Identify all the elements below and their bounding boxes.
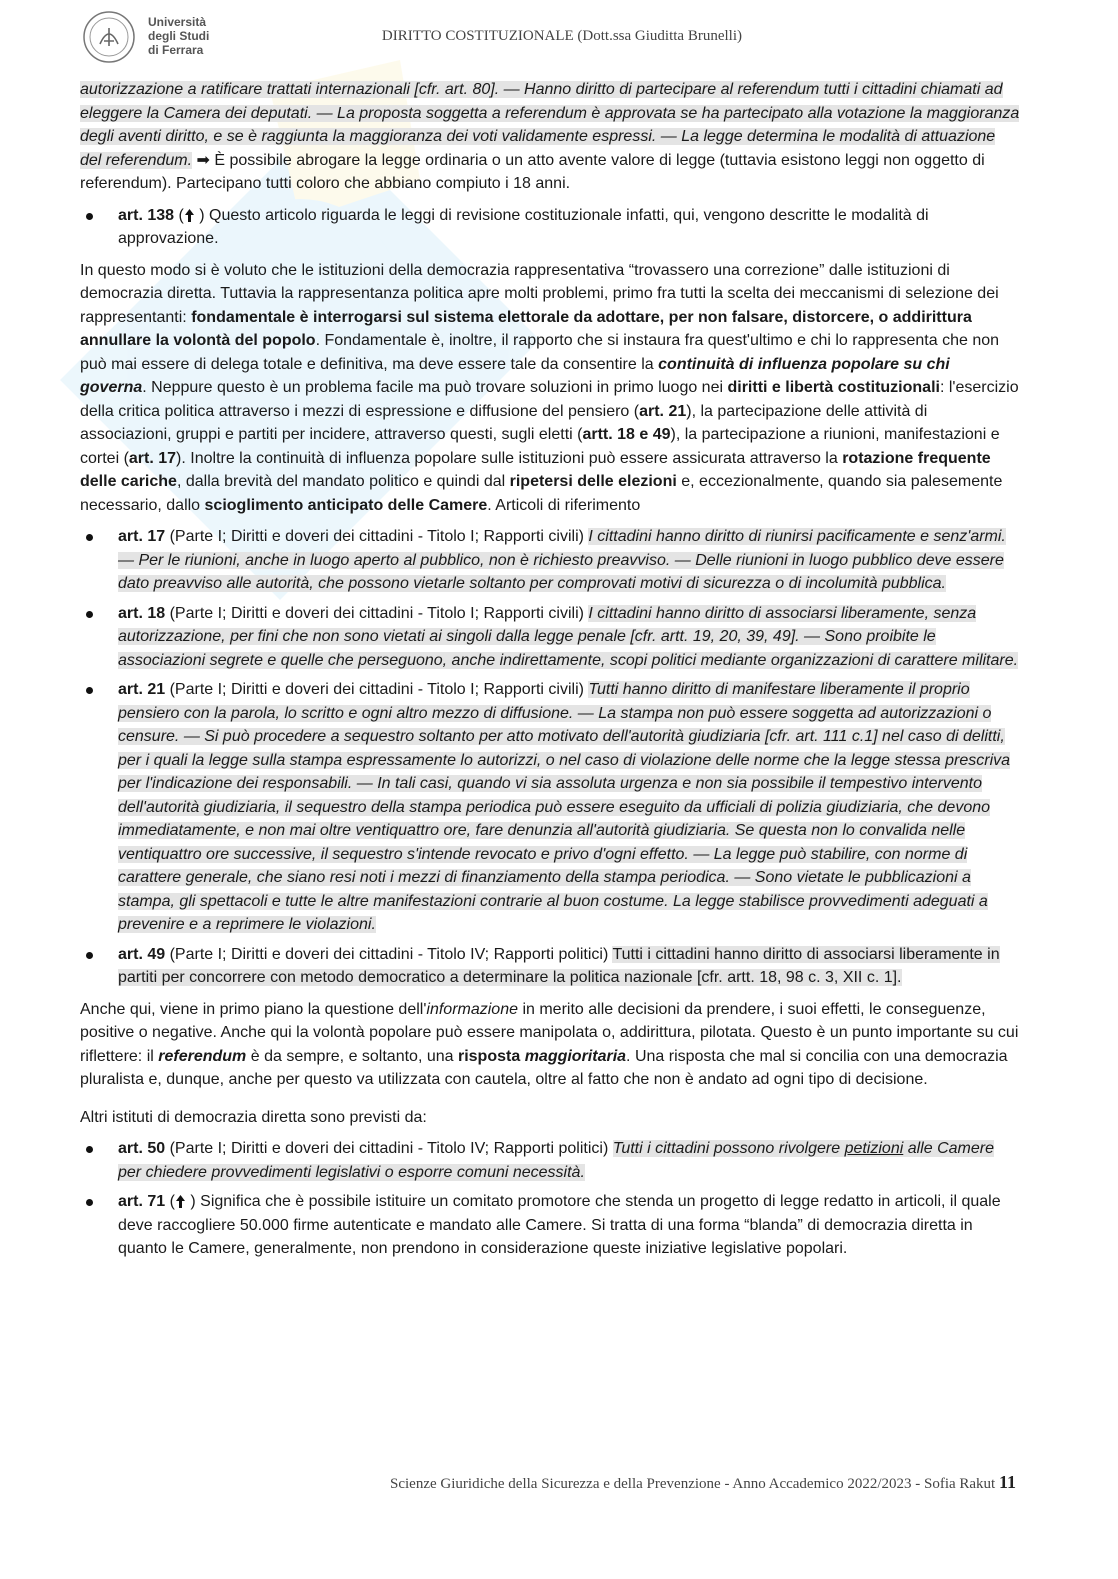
page-header [0, 0, 1118, 76]
article-list-138 [80, 204, 1020, 251]
document-body [80, 78, 1020, 1269]
arrow-up-icon [184, 208, 195, 223]
list-item-art-17: art. 17 (Parte I; Diritti e doveri dei cittadini - Titolo I; Rapporti civili) I cittadini hanno diritto di riunirsi pacificamente e senz'armi. — Per le riunioni, anche in luogo aperto al pubblico, non è richiesto preavviso. — Delle riunioni in luogo pubblico deve essere dato preavviso alle autorità, che possono vietarle soltanto per comprovati motivi di sicurezza o di incolumità pubblica. [80, 525, 1020, 596]
paragraph-other-institutes: Altri istituti di democrazia diretta sono previsti da: [80, 1108, 427, 1126]
list-item-art-50: art. 50 (Parte I; Diritti e doveri dei cittadini - Titolo IV; Rapporti politici) Tutti i cittadini possono rivolgere petizioni alle Camere per chiedere provvedimenti legislativi o esporre comuni necessità. [80, 1137, 1020, 1184]
article-list-rights [80, 525, 1020, 990]
university-name: Università degli Studi di Ferrara [148, 15, 210, 57]
paragraph-referendum: autorizzazione a ratificare trattati internazionali [cfr. art. 80]. — Hanno diritto di partecipare al referendum tutti i cittadini chiamati ad eleggere la Camera dei deputati. — La proposta soggetta a referendum è approvata se ha partecipato alla votazione la maggioranza degli aventi diritto, e se è raggiunta la maggioranza dei voti validamente espressi. — La legge determina le modalità di attuazione del referendum. ➡ È possibile abrogare la legge ordinaria o un atto avente valore di legge (tuttavia esistono leggi non oggetto di referendum). Partecipano tutti coloro che abbiano compiuto i 18 anni. [80, 81, 1020, 192]
list-item-art-49: art. 49 (Parte I; Diritti e doveri dei cittadini - Titolo IV; Rapporti politici) Tutti i cittadini hanno diritto di associarsi liberamente in partiti per concorrere con metodo democratico a determinare la politica nazionale [cfr. artt. 18, 98 c. 3, XII c. 1]. [80, 943, 1020, 990]
footer-text: Scienze Giuridiche della Sicurezza e della Prevenzione - Anno Accademico 2022/2023 - Sofia Rakut [390, 1476, 996, 1492]
list-item-art-21: art. 21 (Parte I; Diritti e doveri dei cittadini - Titolo I; Rapporti civili) Tutti hanno diritto di manifestare liberamente il proprio pensiero con la parola, lo scritto e ogni altro mezzo di diffusione. — La stampa non può essere soggetta ad autorizzazioni o censure. — Si può procedere a sequestro soltanto per atto motivato dell'autorità giudiziaria [cfr. art. 111 c.1] nel caso di delitti, per i quali la legge sulla stampa espressamente lo autorizzi, o nel caso di violazione delle norme che la legge stessa prescriva per l'indicazione dei responsabili. — In tali casi, quando vi sia assoluta urgenza e non sia possibile il tempestivo intervento dell'autorità giudiziaria, il sequestro della stampa periodica può essere eseguito da ufficiali di polizia giudiziaria, che devono immediatamente, e non mai oltre ventiquattro ore, fare denunzia all'autorità giudiziaria. Se questa non lo convalida nelle ventiquattro ore successive, il sequestro s'intende revocato e privo d'ogni effetto. — La legge può stabilire, con norme di carattere generale, che siano resi noti i mezzi di finanziamento della stampa periodica. — Sono vietate le pubblicazioni a stampa, gli spettacoli e tutte le altre manifestazioni contrarie al buon costume. La legge stabilisce provvedimenti adeguati a prevenire e a reprimere le violazioni. [80, 678, 1020, 937]
list-item-art-18: art. 18 (Parte I; Diritti e doveri dei cittadini - Titolo I; Rapporti civili) I cittadini hanno diritto di associarsi liberamente, senza autorizzazione, per fini che non sono vietati ai singoli dalla legge penale [cfr. artt. 19, 20, 39, 49]. — Sono proibite le associazioni segrete e quelle che perseguono, anche indirettamente, scopi politici mediante organizzazioni di carattere militare. [80, 602, 1020, 673]
university-seal-icon [82, 10, 136, 64]
list-item-art-138: art. 138 ( ) Questo articolo riguarda le leggi di revisione costituzionale infatti, qui, vengono descritte le modalità di approvazione. [80, 204, 1020, 251]
page-number: 11 [998, 1472, 1016, 1492]
document-title: DIRITTO COSTITUZIONALE (Dott.ssa Giuditta Brunelli) [381, 28, 742, 44]
paragraph-information: Anche qui, viene in primo piano la questione dell'informazione in merito alle decisioni da prendere, i suoi effetti, le conseguenze, positive o negative. Anche qui la volontà popolare può essere manipolata o, addirittura, pilotata. Questo è un punto importante su cui riflettere: il referendum è da sempre, e soltanto, una risposta maggioritaria. Una risposta che mal si concilia con una democrazia pluralista e, dunque, anche per questo va utilizzata con cautela, oltre al fatto che non è andato ad ogni tipo di decisione. [80, 1000, 1019, 1088]
paragraph-representation: In questo modo si è voluto che le istituzioni della democrazia rappresentativa “trovassero una correzione” dalle istituzioni di democrazia diretta. Tuttavia la rappresentanza politica apre molti problemi, primo fra tutti la scelta dei meccanismi di selezione dei rappresentanti: fondamentale è interrogarsi sul sistema elettorale da adottare, per non falsare, distorcere, o addirittura annullare la volontà del popolo. Fondamentale è, inoltre, il rapporto che si instaura fra quest'ultimo e chi lo rappresenta che non può mai essere di delega totale e definitiva, ma deve essere tale da consentire la continuità di influenza popolare su chi governa. Neppure questo è un problema facile ma può trovare soluzioni in primo luogo nei diritti e libertà costituzionali: l'esercizio della critica politica attraverso i mezzi di espressione e diffusione del pensiero (art. 21), la partecipazione delle attività di associazioni, gruppi e partiti per incidere, attraverso questi, sugli eletti (artt. 18 e 49), la partecipazione a riunioni, manifestazioni e cortei (art. 17). Inoltre la continuità di influenza popolare sulle istituzioni può essere assicurata attraverso la rotazione frequente delle cariche, dalla brevità del mandato politico e quindi dal ripetersi delle elezioni e, eccezionalmente, quando sia palesemente necessario, dallo scioglimento anticipato delle Camere. Articoli di riferimento [80, 261, 1019, 514]
article-list-direct-democracy [80, 1137, 1020, 1261]
arrow-up-icon [175, 1194, 186, 1209]
page-footer [0, 1472, 1016, 1493]
list-item-art-71: art. 71 ( ) Significa che è possibile istituire un comitato promotore che stenda un progetto di legge redatto in articoli, il quale deve raccogliere 50.000 firme autenticate e mandato alle Camere. Si tratta di una forma “blanda” di democrazia diretta in quanto le Camere, generalmente, non prendono in considerazione queste iniziative legislative popolari. [80, 1190, 1020, 1261]
university-logo [82, 10, 232, 60]
right-arrow-icon: ➡ [196, 151, 210, 169]
